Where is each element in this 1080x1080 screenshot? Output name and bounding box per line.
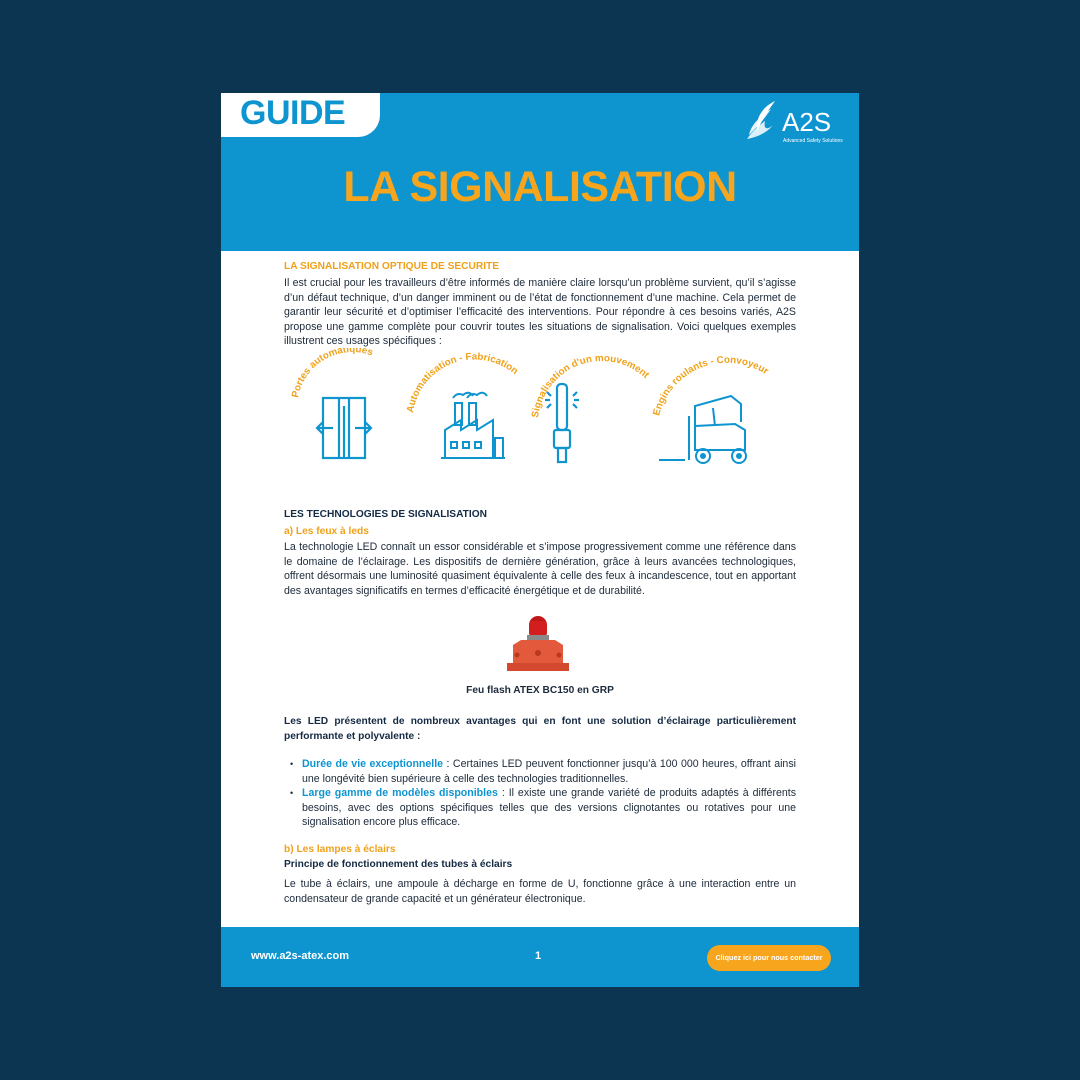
sliding-door-icon	[317, 398, 371, 458]
usage-icons-svg	[283, 348, 803, 473]
usage-label-3: Signalisation d'un mouvement	[530, 352, 652, 419]
bullet-text: : Il existe une grande variété de produits adaptés à différents besoins, avec des options spécifiques telles que des versions clignotantes ou rotatives pour une signalisation encore plus efficace.	[302, 787, 796, 828]
sub-b-subheading: Principe de fonctionnement des tubes à éclairs	[284, 859, 513, 870]
wing-logo-icon	[745, 99, 785, 143]
a2s-logo	[745, 99, 849, 147]
website-link[interactable]: www.a2s-atex.com	[251, 950, 350, 962]
beacon-light-icon	[545, 384, 579, 462]
section1-paragraph: Il est crucial pour les travailleurs d’être informés de manière claire lorsqu’un problème survient, qu’il s’agisse d’un défaut technique, d’un danger imminent ou de l’état de fonctionnement d’une machine. Cela permet de garantir leur sécurité et d’optimiser l’efficacité des interventions. Pour répondre à ces besoins variés, A2S propose une gamme complète pour couvrir toutes les situations de signalisation. Voici quelques exemples illustrent ces usages spécifiques :	[284, 277, 796, 347]
sub-a-heading: a) Les feux à leds	[284, 526, 369, 537]
footer	[221, 927, 859, 987]
forklift-icon	[659, 396, 746, 463]
page-number: 1	[535, 950, 542, 962]
led-intro: Les LED présentent de nombreux avantages qui en font une solution d’éclairage particulièrement performante et polyvalente :	[284, 716, 796, 742]
beacon-product-image	[505, 615, 575, 677]
usage-label-1: Portes automatiques	[290, 348, 375, 399]
list-item	[302, 786, 796, 830]
section2-heading: LES TECHNOLOGIES DE SIGNALISATION	[284, 509, 488, 520]
list-item	[302, 757, 796, 786]
logo-subtitle: Advanced Safety Solutions	[783, 138, 843, 144]
factory-icon	[441, 393, 505, 458]
led-advantages-list	[284, 757, 796, 830]
guide-page	[221, 93, 859, 987]
section1-heading: LA SIGNALISATION OPTIQUE DE SECURITE	[284, 261, 500, 272]
bullet-term: Durée de vie exceptionnelle	[302, 758, 444, 770]
paragraph-a: La technologie LED connaît un essor considérable et s’impose progressivement comme une référence dans le domaine de l’éclairage. Les dispositifs de dernière génération, grâce à leurs avancées technologiques, offrent désormais une luminosité quasiment équivalente à celle des feux à incandescence, tout en apportant des avantages significatifs en termes d’efficacité énergétique et de durabilité.	[284, 541, 796, 597]
bullet-term: Large gamme de modèles disponibles	[302, 787, 498, 799]
usage-label-2: Automatisation - Fabrication	[405, 351, 520, 414]
guide-tab	[221, 93, 380, 137]
bullet-text: : Certaines LED peuvent fonctionner jusqu’à 100 000 heures, offrant ainsi une longévité bien supérieure à celle des technologies traditionnelles.	[302, 758, 796, 785]
guide-label: GUIDE	[240, 94, 346, 132]
page-title: LA SIGNALISATION	[343, 163, 737, 211]
usage-icons	[283, 348, 803, 473]
paragraph-b: Le tube à éclairs, une ampoule à décharge en forme de U, fonctionne grâce à une interaction entre un condensateur de grande capacité et un générateur électronique.	[284, 878, 796, 905]
sub-b-heading: b) Les lampes à éclairs	[284, 844, 396, 855]
image-caption: Feu flash ATEX BC150 en GRP	[466, 685, 614, 696]
usage-label-4: Engins roulants - Convoyeur	[651, 354, 771, 417]
logo-text: A2S	[782, 107, 832, 137]
contact-button[interactable]: Cliquez ici pour nous contacter	[707, 945, 831, 971]
header-band	[221, 93, 859, 251]
